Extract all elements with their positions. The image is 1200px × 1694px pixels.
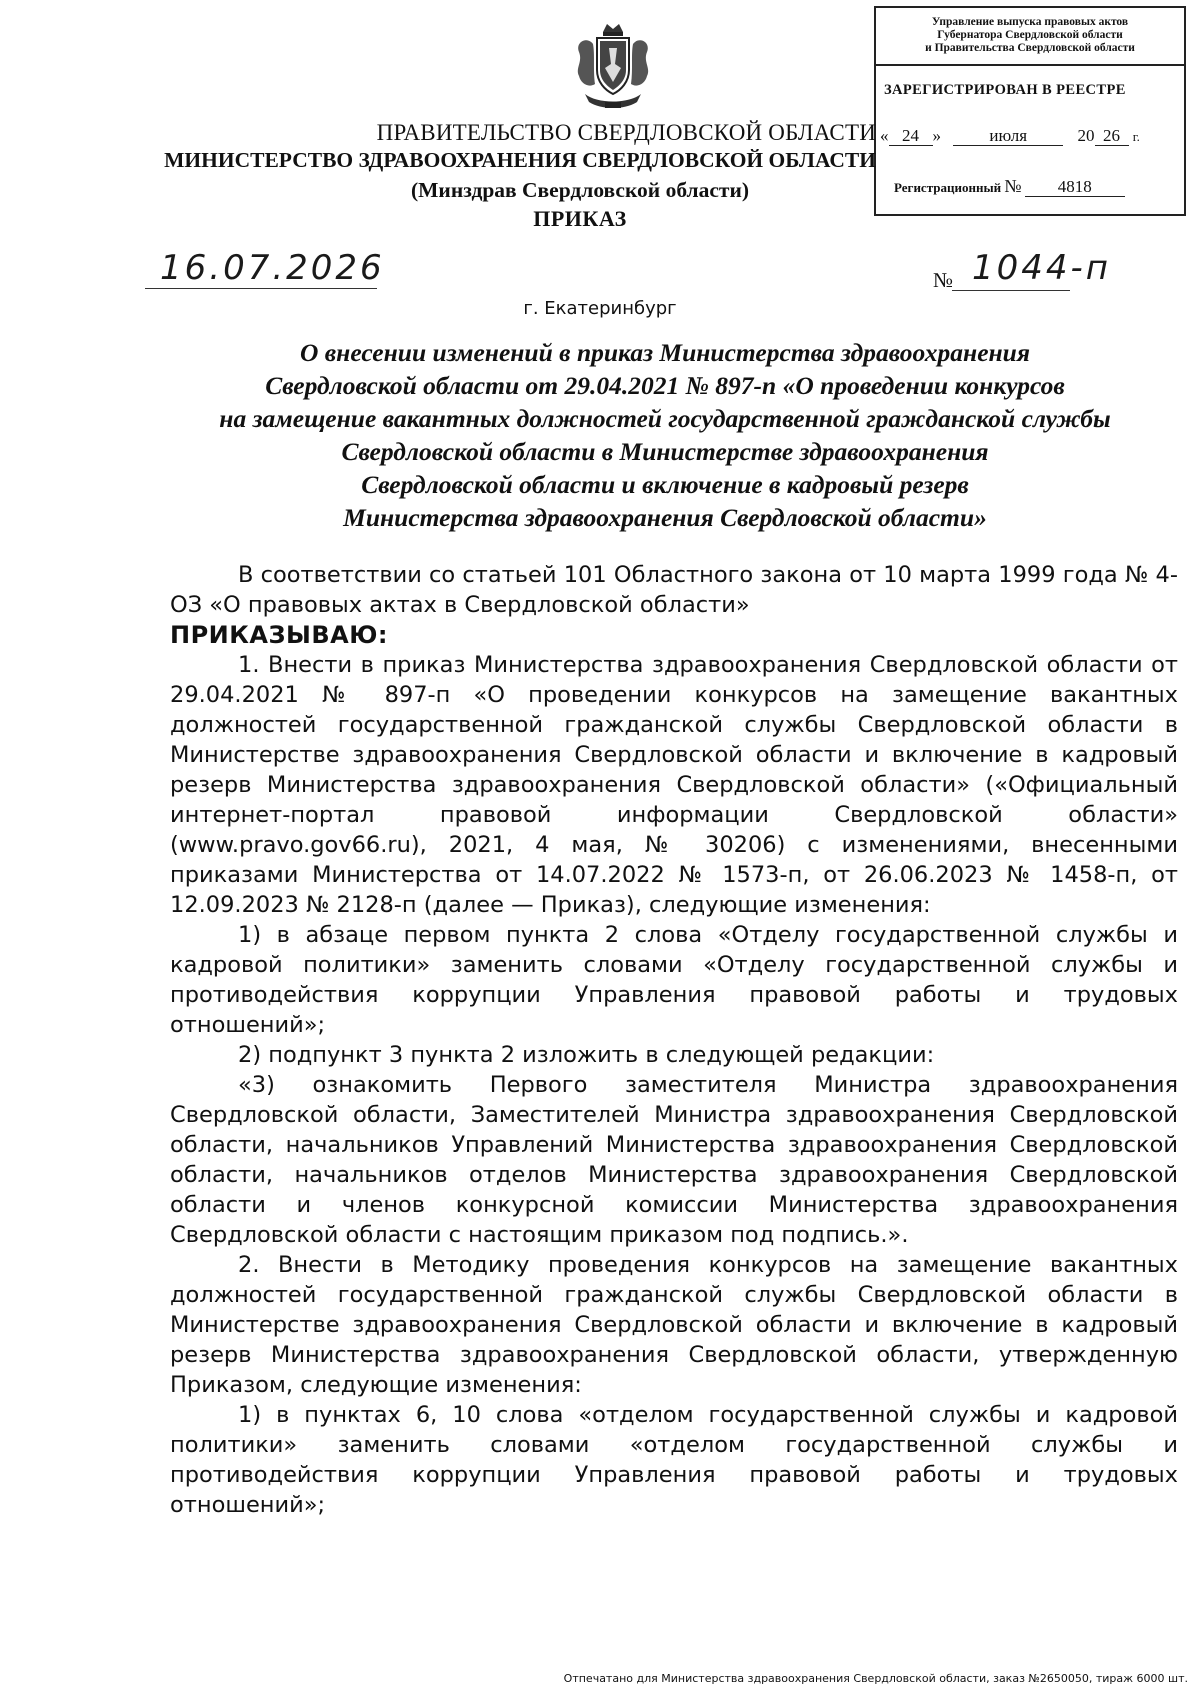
office-line: и Правительства Свердловской области [925, 42, 1135, 54]
order-title [150, 336, 1180, 534]
city: г. Екатеринбург [523, 298, 677, 319]
item-1-subitem-2: 2) подпункт 3 пункта 2 изложить в следующей редакции: [238, 1042, 935, 1068]
registration-year-mark: г. [1132, 129, 1140, 144]
item-2: 2. Внести в Методику проведения конкурсов на замещение вакантных должностей государственной гражданской службы Свердловской области в Министерстве здравоохранения Свердловской области и включение в кадровый резерв Министерства здравоохранения Свердловской области, утвержденную Приказом, следующие изменения: [170, 1252, 1178, 1398]
command-word: ПРИКАЗЫВАЮ: [170, 621, 389, 649]
government-name: ПРАВИТЕЛЬСТВО СВЕРДЛОВСКОЙ ОБЛАСТИ [376, 120, 876, 145]
order-number: 1044-п [972, 248, 1112, 288]
item-2-subitem-1: 1) в пунктах 6, 10 слова «отделом государственной службы и кадровой политики» заменить словами «отделом государственной службы и противодействия коррупции Управления правовой работы и трудовых отношений»; [170, 1402, 1178, 1518]
date-underline [145, 288, 377, 289]
registration-day: 24 [889, 127, 933, 146]
order-number-sign: № [933, 268, 954, 292]
number-underline [952, 290, 1070, 291]
registration-title: ЗАРЕГИСТРИРОВАН В РЕЕСТРЕ [884, 82, 1126, 98]
registration-number-row [894, 176, 1180, 197]
title-line: О внесении изменений в приказ Министерства здравоохранения [300, 338, 1030, 367]
title-line: на замещение вакантных должностей государственной гражданской службы [219, 404, 1111, 433]
title-line: Свердловской области в Министерстве здравоохранения [341, 437, 989, 466]
registration-stamp [874, 6, 1186, 216]
registration-number-label: Регистрационный [894, 180, 1002, 195]
registration-number-sign: № [1004, 176, 1022, 196]
coat-of-arms-emblem [565, 18, 661, 114]
order-date: 16.07.2026 [160, 248, 385, 288]
document-type: ПРИКАЗ [533, 206, 627, 231]
title-line: Свердловской области и включение в кадровый резерв [361, 470, 969, 499]
office-line: Управление выпуска правовых актов [931, 16, 1129, 28]
registration-number: 4818 [1025, 178, 1125, 197]
order-body [170, 560, 1178, 1520]
preamble: В соответствии со статьей 101 Областного закона от 10 марта 1999 года № 4-ОЗ «О правовых актах в Свердловской области» [170, 562, 1178, 618]
registration-year-suffix: 26 [1095, 127, 1129, 146]
title-line: Свердловской области от 29.04.2021 № 897-п «О проведении конкурсов [265, 371, 1065, 400]
item-1: 1. Внести в приказ Министерства здравоохранения Свердловской области от 29.04.2021 № 897-п «О проведении конкурсов на замещение вакантных должностей государственной гражданской службы Свердловской области в Министерстве здравоохранения Свердловской области и включение в кадровый резерв Министерства здравоохранения Свердловской области» («Официальный интернет-портал правовой информации Свердловской области» (www.pravo.gov66.ru), 2021, 4 мая, № 30206) с изменениями, внесенными приказами Министерства от 14.07.2022 № 1573-п, от 26.06.2023 № 1458-п, от 12.09.2023 № 2128-п (далее — Приказ), следующие изменения: [170, 652, 1178, 918]
ministry-short-name: (Минздрав Свердловской области) [410, 178, 750, 202]
registration-month: июля [953, 127, 1063, 146]
ministry-name: МИНИСТЕРСТВО ЗДРАВООХРАНЕНИЯ СВЕРДЛОВСКОЙ ОБЛАСТИ [164, 148, 876, 172]
registration-date: « 24 » июля 20 26 г. [880, 126, 1140, 145]
item-1-subitem-1: 1) в абзаце первом пункта 2 слова «Отделу государственной службы и кадровой политики» заменить словами «Отделу государственной службы и противодействия коррупции Управления правовой работы и трудовых отношений»; [170, 922, 1178, 1038]
office-line: Губернатора Свердловской области [937, 29, 1123, 41]
print-footer: Отпечатано для Министерства здравоохранения Свердловской области, заказ №2650050, тираж 6000 шт. [563, 1672, 1188, 1685]
registration-office [876, 8, 1184, 66]
registration-year-prefix: 20 [1077, 126, 1095, 145]
title-line: Министерства здравоохранения Свердловской области» [343, 503, 987, 532]
item-1-subitem-2-text: «3) ознакомить Первого заместителя Министра здравоохранения Свердловской области, Заместителей Министра здравоохранения Свердловской области, начальников Управлений Министерства здравоохранения Свердловской области, начальников отделов Министерства здравоохранения Свердловской области и членов конкурсной комиссии Министерства здравоохранения Свердловской области с настоящим приказом под подпись.». [170, 1072, 1178, 1248]
